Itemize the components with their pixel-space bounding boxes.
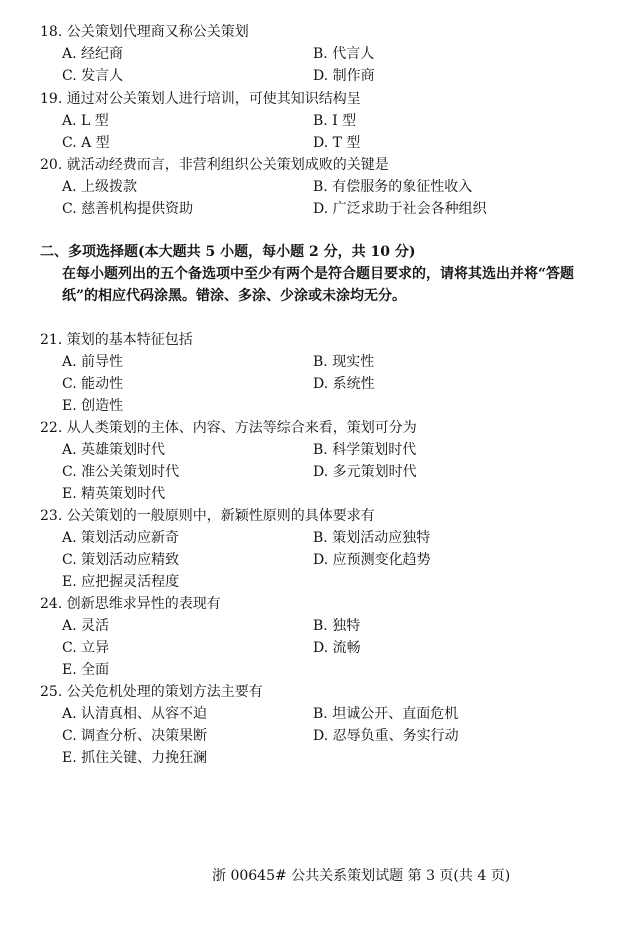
question-stem: 23. 公关策划的一般原则中，新颖性原则的具体要求有 — [40, 508, 375, 524]
question-stem: 18. 公关策划代理商又称公关策划 — [40, 24, 249, 40]
option-b: B. 有偿服务的象征性收入 — [313, 179, 473, 195]
option-b: B. 坦诚公开、直面危机 — [313, 706, 459, 722]
option-c: C. 立异 — [62, 640, 110, 656]
question-stem: 20. 就活动经费而言，非营利组织公关策划成败的关键是 — [40, 157, 389, 173]
option-c: C. A 型 — [62, 135, 110, 151]
option-e: E. 全面 — [62, 662, 110, 678]
option-b: B. 科学策划时代 — [313, 442, 417, 458]
option-c: C. 调查分析、决策果断 — [62, 728, 208, 744]
option-a: A. 英雄策划时代 — [62, 442, 166, 458]
option-d: D. 流畅 — [313, 640, 361, 656]
option-e: E. 创造性 — [62, 398, 124, 414]
option-a: A. L 型 — [62, 113, 109, 129]
option-c: C. 准公关策划时代 — [62, 464, 180, 480]
option-c: C. 能动性 — [62, 376, 124, 392]
option-a: A. 策划活动应新奇 — [62, 530, 180, 546]
option-d: D. 广泛求助于社会各种组织 — [313, 201, 487, 217]
option-c: C. 策划活动应精致 — [62, 552, 180, 568]
option-e: E. 抓住关键、力挽狂澜 — [62, 750, 208, 766]
option-b: B. I 型 — [313, 113, 357, 129]
section-title: 二、多项选择题(本大题共 5 小题，每小题 2 分，共 10 分) — [40, 244, 416, 260]
option-d: D. 忍辱负重、务实行动 — [313, 728, 459, 744]
option-a: A. 灵活 — [62, 618, 110, 634]
question-stem: 19. 通过对公关策划人进行培训，可使其知识结构呈 — [40, 91, 361, 107]
option-a: A. 上级拨款 — [62, 179, 138, 195]
option-c: C. 发言人 — [62, 68, 124, 84]
option-a: A. 认清真相、从容不迫 — [62, 706, 208, 722]
option-d: D. 应预测变化趋势 — [313, 552, 431, 568]
option-e: E. 精英策划时代 — [62, 486, 166, 502]
section-instruction-line1: 在每小题列出的五个备选项中至少有两个是符合题目要求的，请将其选出并将“答题 — [62, 266, 575, 282]
option-e: E. 应把握灵活程度 — [62, 574, 180, 590]
option-b: B. 策划活动应独特 — [313, 530, 431, 546]
page-footer: 浙 00645# 公共关系策划试题 第 3 页(共 4 页) — [212, 868, 511, 884]
option-b: B. 现实性 — [313, 354, 375, 370]
section-instruction-line2: 纸”的相应代码涂黑。错涂、多涂、少涂或未涂均无分。 — [62, 288, 407, 304]
question-stem: 24. 创新思维求异性的表现有 — [40, 596, 221, 612]
option-a: A. 经纪商 — [62, 46, 124, 62]
question-stem: 25. 公关危机处理的策划方法主要有 — [40, 684, 263, 700]
option-d: D. T 型 — [313, 135, 361, 151]
option-c: C. 慈善机构提供资助 — [62, 201, 194, 217]
option-a: A. 前导性 — [62, 354, 124, 370]
option-b: B. 独特 — [313, 618, 361, 634]
question-stem: 22. 从人类策划的主体、内容、方法等综合来看，策划可分为 — [40, 420, 417, 436]
question-stem: 21. 策划的基本特征包括 — [40, 332, 193, 348]
option-d: D. 多元策划时代 — [313, 464, 417, 480]
option-d: D. 系统性 — [313, 376, 375, 392]
option-d: D. 制作商 — [313, 68, 375, 84]
option-b: B. 代言人 — [313, 46, 375, 62]
